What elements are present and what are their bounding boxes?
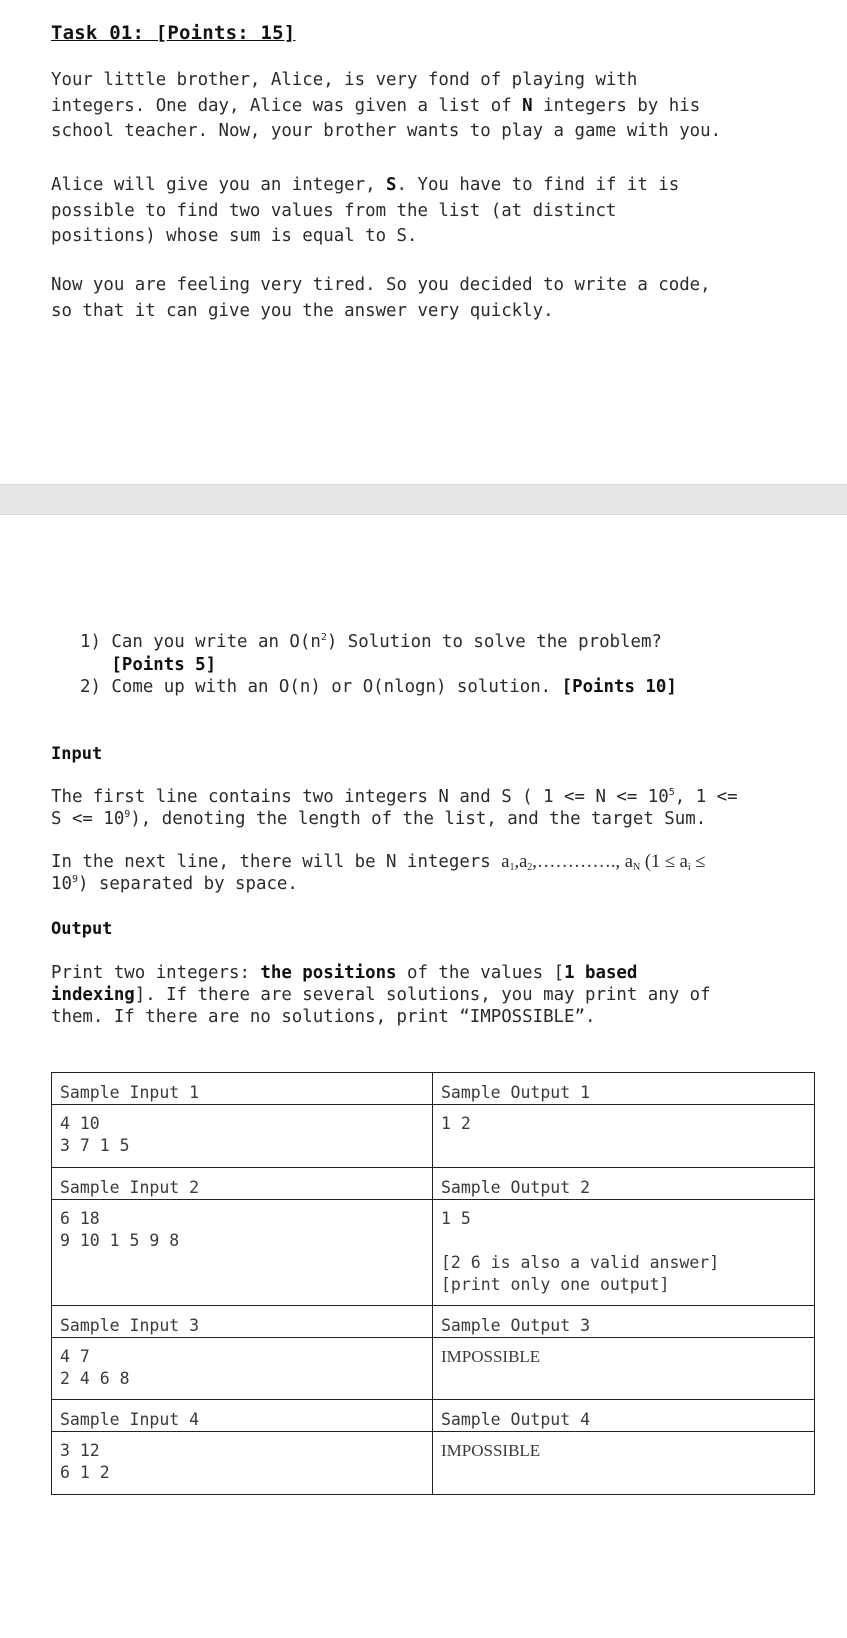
sample-input-3-label: Sample Input 3 xyxy=(52,1306,433,1338)
sample-4-body-row xyxy=(52,1432,815,1495)
input-description-2 xyxy=(51,851,841,895)
math-cond: ≤ xyxy=(690,852,706,872)
input-description xyxy=(51,786,841,830)
task-title: Task 01: [Points: 15] xyxy=(51,22,296,44)
sample-output-3: IMPOSSIBLE xyxy=(433,1338,815,1400)
sample-output-3-label: Sample Output 3 xyxy=(433,1306,815,1338)
subscript: 1 xyxy=(509,862,515,873)
bold-text: the positions xyxy=(260,963,397,983)
text-line: integers by his xyxy=(532,95,701,116)
question-list xyxy=(80,631,677,699)
text-line: Your little brother, Alice, is very fond of playing with xyxy=(51,70,638,90)
sample-output-2-label: Sample Output 2 xyxy=(433,1168,815,1200)
text-line: them. If there are no solutions, print “IMPOSSIBLE”. xyxy=(51,1007,596,1027)
text-line: , 1 <= xyxy=(674,787,738,807)
math-sep: , xyxy=(514,852,520,872)
sample-output-1: 1 2 xyxy=(433,1105,815,1168)
text-line: 10 xyxy=(51,874,72,894)
text-line: In the next line, there will be N integers xyxy=(51,852,502,872)
sample-2-header-row xyxy=(52,1168,815,1200)
sample-3-body-row xyxy=(52,1338,815,1400)
sample-2-body-row xyxy=(52,1200,815,1306)
math-list xyxy=(501,852,705,872)
sample-output-4-label: Sample Output 4 xyxy=(433,1400,815,1432)
superscript: 5 xyxy=(668,787,675,798)
bold-variable: S xyxy=(386,175,397,195)
text-line: . You have to find if it is xyxy=(396,175,680,195)
math-var: a xyxy=(620,852,633,872)
subscript: i xyxy=(687,862,691,873)
text-line: ) separated by space. xyxy=(77,874,298,894)
intro-paragraph-2 xyxy=(51,173,841,250)
text-line: The first line contains two integers N and S ( 1 <= N <= 10 xyxy=(51,787,669,807)
sample-input-2-label: Sample Input 2 xyxy=(52,1168,433,1200)
question-1 xyxy=(80,632,662,652)
sample-input-1: 4 10 3 7 1 5 xyxy=(52,1105,433,1168)
question-1-points: [Points 5] xyxy=(111,654,217,675)
output-description xyxy=(51,962,841,1028)
text-line: school teacher. Now, your brother wants to play a game with you. xyxy=(51,121,722,141)
sample-input-4-label: Sample Input 4 xyxy=(52,1400,433,1432)
sample-1-header-row xyxy=(52,1073,815,1105)
text-line: Now you are feeling very tired. So you decided to write a code, xyxy=(51,275,711,295)
document-page-1 xyxy=(0,0,847,484)
superscript: 9 xyxy=(71,874,78,885)
math-var: a xyxy=(501,852,510,872)
question-2-text: 2) Come up with an O(n) or O(nlogn) solution. xyxy=(80,677,562,697)
superscript: 2 xyxy=(320,632,327,643)
intro-paragraph-3 xyxy=(51,273,841,324)
text-line: integers. One day, Alice was given a list of xyxy=(51,95,523,116)
text-line: Alice will give you an integer, xyxy=(51,175,387,195)
sample-input-1-label: Sample Input 1 xyxy=(52,1073,433,1105)
text-line: Print two integers: xyxy=(51,963,261,983)
intro-paragraph-1 xyxy=(51,68,841,145)
math-sep: ,…………., xyxy=(532,852,621,872)
text-line: so that it can give you the answer very quickly. xyxy=(51,300,554,321)
samples-table xyxy=(51,1072,815,1495)
sample-input-3: 4 7 2 4 6 8 xyxy=(52,1338,433,1400)
question-2-points: [Points 10] xyxy=(561,677,677,697)
text-line: positions) whose sum is equal to S. xyxy=(51,226,418,246)
text-line: S <= 10 xyxy=(51,809,125,829)
subscript: N xyxy=(633,862,641,873)
text-line: ]. If there are several solutions, you may print any of xyxy=(134,985,711,1005)
math-cond: (1 ≤ a xyxy=(640,852,688,872)
text-line: ), denoting the length of the list, and the target Sum. xyxy=(130,809,707,829)
text-line: possible to find two values from the list (at distinct xyxy=(51,200,617,221)
sample-4-header-row xyxy=(52,1400,815,1432)
math-var: a xyxy=(519,852,528,872)
page-break-gap xyxy=(0,484,847,515)
output-heading: Output xyxy=(51,919,113,939)
sample-output-1-label: Sample Output 1 xyxy=(433,1073,815,1105)
input-heading: Input xyxy=(51,744,103,764)
question-1-text-cont: ) Solution to solve the problem? xyxy=(326,632,662,652)
bold-text: 1 based xyxy=(564,963,638,983)
sample-input-2: 6 18 9 10 1 5 9 8 xyxy=(52,1200,433,1306)
sample-3-header-row xyxy=(52,1306,815,1338)
sample-output-2: 1 5 [2 6 is also a valid answer] [print only one output] xyxy=(433,1200,815,1306)
text-line: of the values [ xyxy=(396,963,565,983)
question-1-text: 1) Can you write an O(n xyxy=(80,632,321,652)
sample-output-4: IMPOSSIBLE xyxy=(433,1432,815,1495)
question-2 xyxy=(80,677,677,697)
sample-input-4: 3 12 6 1 2 xyxy=(52,1432,433,1495)
sample-1-body-row xyxy=(52,1105,815,1168)
bold-variable: N xyxy=(522,95,533,116)
bold-text: indexing xyxy=(51,985,135,1005)
superscript: 9 xyxy=(124,809,131,820)
subscript: 2 xyxy=(527,862,533,873)
